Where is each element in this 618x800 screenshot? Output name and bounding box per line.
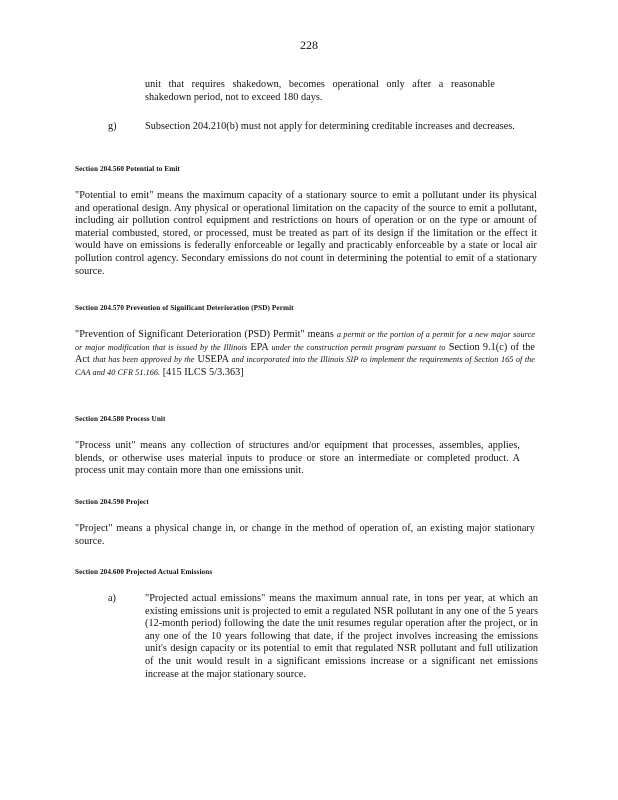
section-heading-204-590: Section 204.590 Project — [75, 498, 149, 506]
psd-body-end: [415 ILCS 5/3.363] — [162, 366, 244, 378]
section-heading-204-560: Section 204.560 Potential to Emit — [75, 165, 180, 173]
section-body-204-580: "Process unit" means any collection of structures and/or equipment that processes, assembles, applies, blends, or otherwise uses material inputs to produce or store an intermediate or completed product. A process unit may contain more than one emissions unit. — [75, 440, 520, 477]
page-number: 228 — [300, 38, 318, 52]
psd-body-mid-2: Section 9.1(c) of the Act — [75, 341, 535, 366]
section-heading-204-600: Section 204.600 Projected Actual Emissions — [75, 568, 213, 576]
psd-body-italic-2: under the construction permit program pursuant to — [271, 342, 446, 352]
section-heading-204-580: Section 204.580 Process Unit — [75, 415, 166, 423]
item-g-marker: g) — [108, 121, 117, 132]
psd-body-mid-1: EPA — [250, 341, 269, 353]
section-body-204-590: "Project" means a physical change in, or change in the method of operation of, an existing major stationary source. — [75, 523, 535, 547]
psd-body-italic-4: and incorporated into the Illinois SIP to implement the requirements of Section 165 of the CAA and 40 CFR 51.166. — [75, 355, 535, 377]
item-g-text: Subsection 204.210(b) must not apply for determining creditable increases and decreases. — [145, 121, 515, 132]
psd-body-italic-3: that has been approved by the — [92, 355, 195, 365]
psd-body-start: "Prevention of Significant Deterioration (PSD) Permit" means — [75, 329, 334, 340]
item-a-marker: a) — [108, 593, 116, 604]
psd-body-mid-3: USEPA — [197, 354, 229, 366]
section-body-204-570 — [75, 329, 535, 379]
continuation-paragraph: unit that requires shakedown, becomes operational only after a reasonable shakedown period, not to exceed 180 days. — [145, 79, 495, 103]
section-body-204-560: "Potential to emit" means the maximum capacity of a stationary source to emit a pollutant under its physical and operational design. Any physical or operational limitation on the capacity of the source to emit a pollutant, including air pollution control equipment and restrictions on hours of operation or on the type or amount of material combusted, stored, or processed, must be treated as part of its design if the limitation or the effect it would have on emissions is federally enforceable or legally and practicably enforceable by a state or local air pollution control agency. Secondary emissions do not count in determining the potential to emit of a stationary source. — [75, 190, 537, 277]
item-a-text: "Projected actual emissions" means the maximum annual rate, in tons per year, at which an existing emissions unit is projected to emit a regulated NSR pollutant in any one of the 5 years (12-month period) following the date the unit resumes regular operation after the project, or in any one of the 10 years following that date, if the project involves increasing the emissions unit's design capacity or its potential to emit that regulated NSR pollutant and full utilization of the unit would result in a significant emissions increase or a significant net emissions increase at the major stationary source. — [145, 593, 538, 680]
psd-body-italic-1: a permit or the portion of a permit for a new major source or major modification that is issued by the Illinois — [75, 330, 535, 352]
section-heading-204-570: Section 204.570 Prevention of Significant Deterioration (PSD) Permit — [75, 304, 294, 312]
